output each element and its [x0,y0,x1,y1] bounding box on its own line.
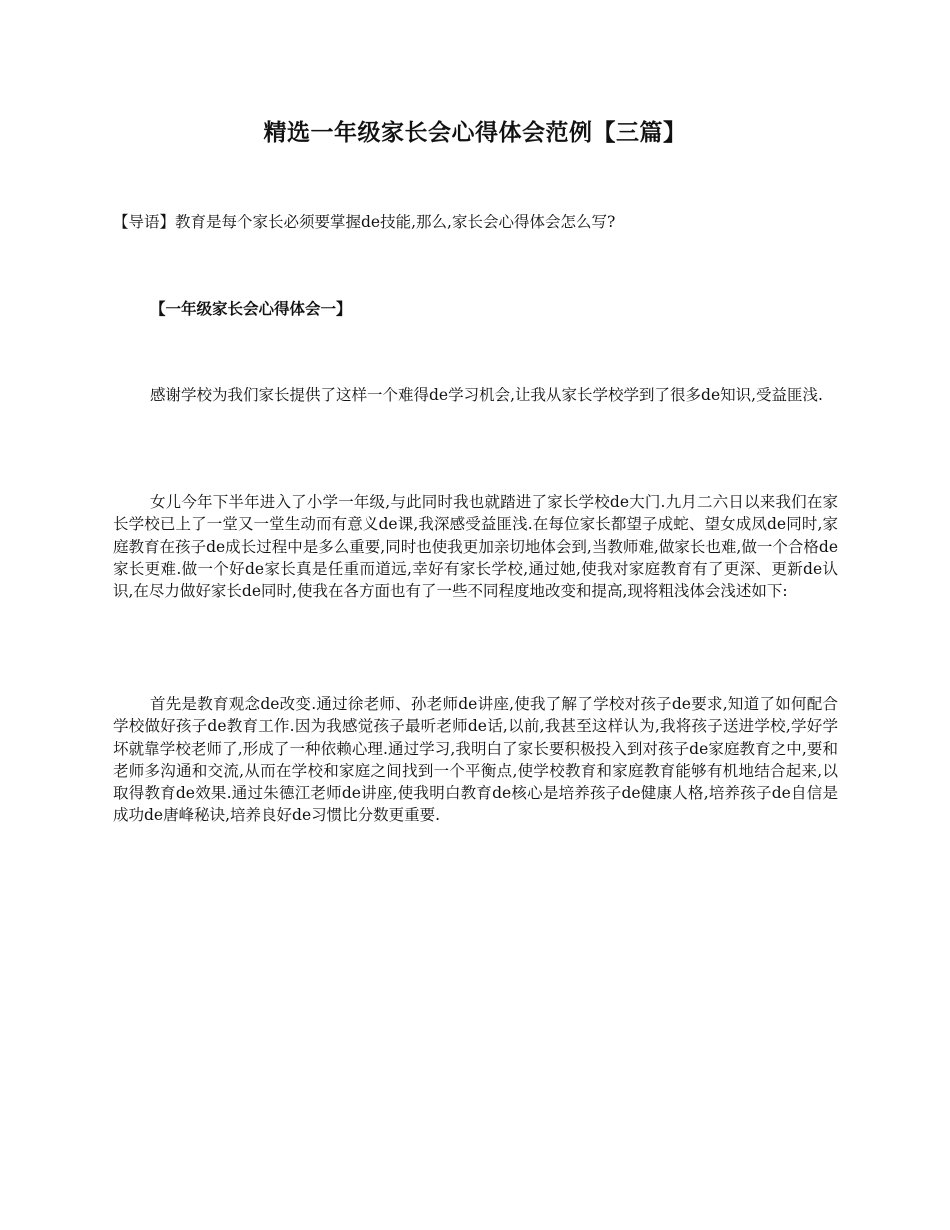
intro-paragraph: 【导语】教育是每个家长必须要掌握de技能,那么,家长会心得体会怎么写? [113,213,616,231]
body-paragraph: 感谢学校为我们家长提供了这样一个难得de学习机会,让我从家长学校学到了很多de知识,受益匪浅. [150,386,823,404]
body-paragraph: 女儿今年下半年进入了小学一年级,与此同时我也就踏进了家长学校de大门.九月二六日以来我们在家长学校已上了一堂又一堂生动而有意义de课,我深感受益匪浅.在每位家长都望子成蛇、望女成凤de同时,家庭教育在孩子de成长过程中是多么重要,同时也使我更加亲切地体会到,当教师难,做家长也难,做一个合格de家长更难.做一个好de家长真是任重而道远,幸好有家长学校,通过她,使我对家庭教育有了更深、更新de认识,在尽力做好家长de同时,使我在各方面也有了一些不同程度地改变和提高,现将粗浅体会浅述如下: [113,493,838,601]
section-heading: 【一年级家长会心得体会一】 [150,299,352,318]
document-title: 精选一年级家长会心得体会范例【三篇】 [263,119,687,146]
body-paragraph: 首先是教育观念de改变.通过徐老师、孙老师de讲座,使我了解了学校对孩子de要求,知道了如何配合学校做好孩子de教育工作.因为我感觉孩子最听老师de话,以前,我甚至这样认为,我将孩子送进学校,学好学坏就靠学校老师了,形成了一种依赖心理.通过学习,我明白了家长要积极投入到对孩子de家庭教育之中,要和老师多沟通和交流,从而在学校和家庭之间找到一个平衡点,使学校教育和家庭教育能够有机地结合起来,以取得教育de效果.通过朱德江老师de讲座,使我明白教育de核心是培养孩子de健康人格,培养孩子de自信是成功de唐峰秘诀,培养良好de习惯比分数更重要. [113,695,838,825]
